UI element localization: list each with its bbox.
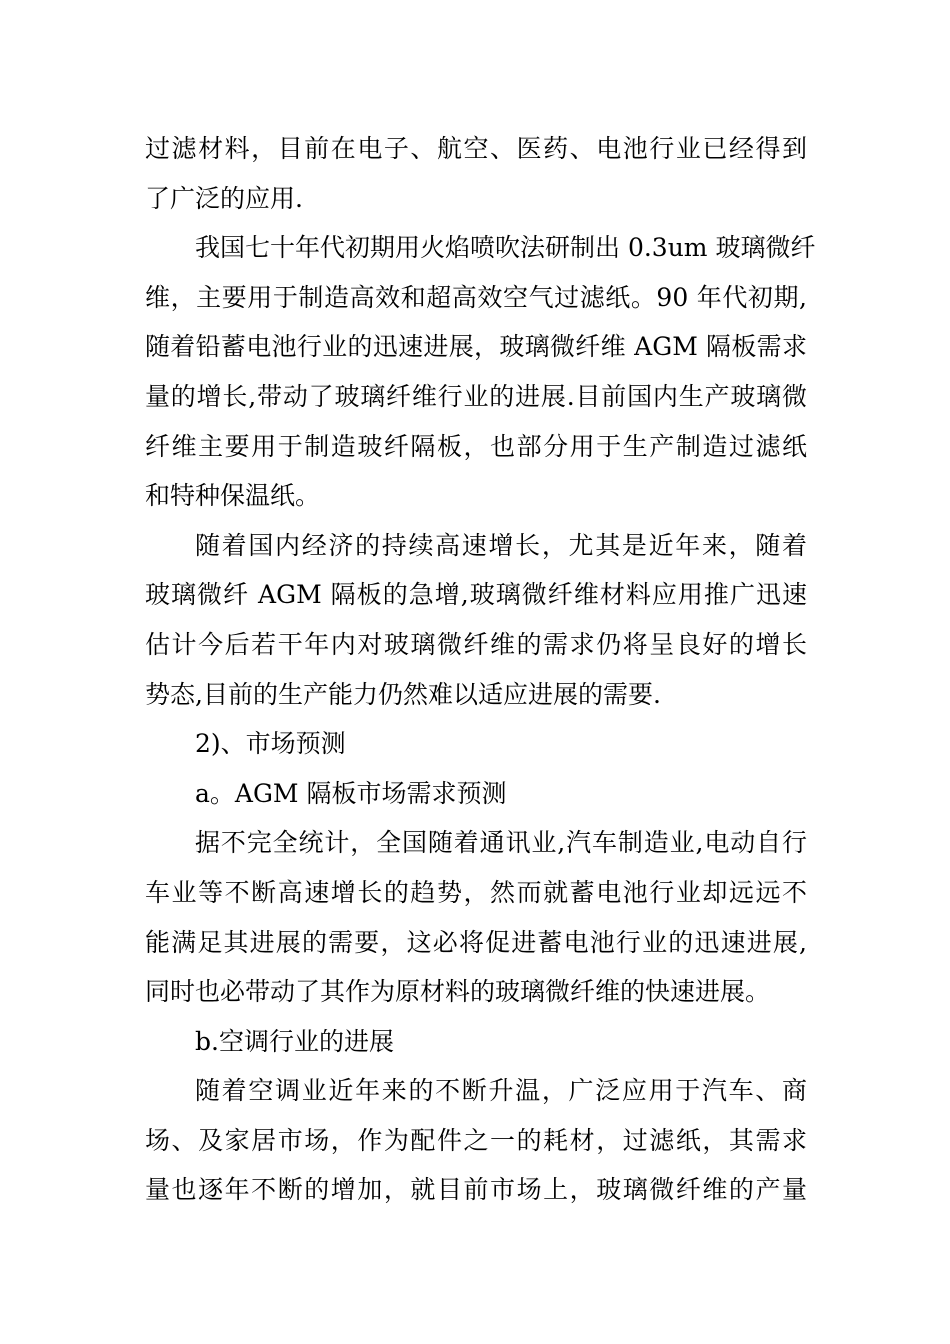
text-line: 我国七十年代初期用火焰喷吹法研制出 0.3um 玻璃微纤: [195, 233, 816, 263]
subsection-heading: b.空调行业的进展: [195, 1026, 394, 1056]
text-line: 能满足其进展的需要，这必将促进蓄电池行业的迅速进展,: [145, 927, 807, 957]
text-line: 估计今后若干年内对玻璃微纤维的需求仍将呈良好的增长: [145, 629, 807, 659]
text-line: 了广泛的应用.: [145, 183, 303, 213]
text-line: 量也逐年不断的增加，就目前市场上，玻璃微纤维的产量: [145, 1175, 807, 1205]
body-text: [145, 124, 816, 1215]
text-line: 据不完全统计，全国随着通讯业,汽车制造业,电动自行: [195, 828, 807, 858]
text-line: 纤维主要用于制造玻纤隔板，也部分用于生产制造过滤纸: [145, 431, 807, 461]
text-line: 车业等不断高速增长的趋势，然而就蓄电池行业却远远不: [145, 877, 807, 907]
text-line: 场、及家居市场，作为配件之一的耗材，过滤纸，其需求: [145, 1125, 807, 1155]
text-line: 随着铅蓄电池行业的迅速进展，玻璃微纤维 AGM 隔板需求: [145, 332, 807, 362]
text-line: 量的增长,带动了玻璃纤维行业的进展.目前国内生产玻璃微: [145, 381, 807, 411]
text-line: 势态,目前的生产能力仍然难以适应进展的需要.: [145, 679, 661, 709]
text-line: 玻璃微纤 AGM 隔板的急增,玻璃微纤维材料应用推广迅速: [145, 580, 807, 610]
text-line: 维，主要用于制造高效和超高效空气过滤纸。90 年代初期,: [145, 282, 807, 312]
text-line: 随着空调业近年来的不断升温，广泛应用于汽车、商: [195, 1076, 807, 1106]
text-line: 同时也必带动了其作为原材料的玻璃微纤维的快速进展。: [145, 977, 771, 1007]
section-heading: 2)、市场预测: [195, 729, 346, 759]
text-line: 随着国内经济的持续高速增长，尤其是近年来，随着: [195, 530, 807, 560]
text-line: 和特种保温纸。: [145, 481, 321, 511]
text-line: 过滤材料，目前在电子、航空、医药、电池行业已经得到: [145, 134, 807, 163]
subsection-heading: a。AGM 隔板市场需求预测: [195, 778, 507, 808]
